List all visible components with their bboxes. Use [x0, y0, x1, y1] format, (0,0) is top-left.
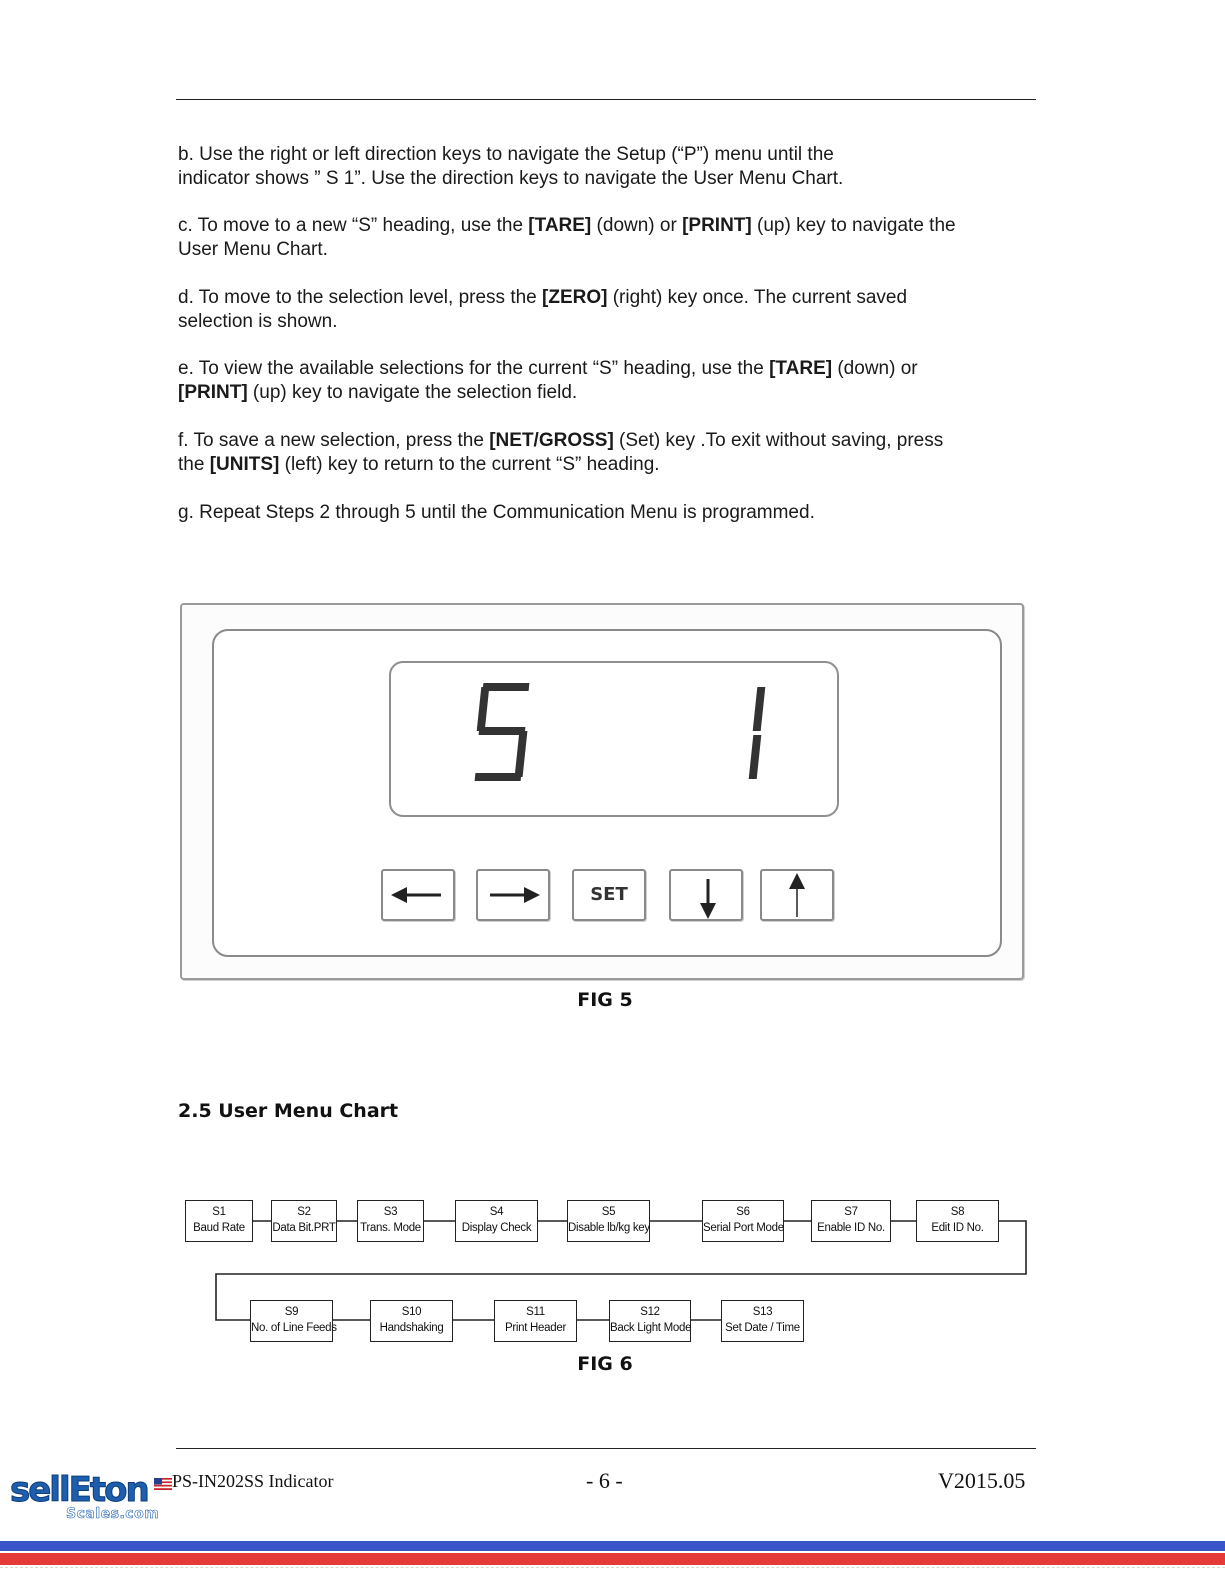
step-g-text: g. Repeat Steps 2 through 5 until the Communication Menu is programmed. — [178, 502, 815, 523]
step-d — [178, 286, 1038, 334]
menu-item-label: Set Date / Time — [725, 1322, 800, 1334]
step-e-text: e. To view the available selections for the current “S” heading, use the — [178, 358, 770, 379]
up-arrow-icon — [762, 871, 832, 919]
menu-item-s13 — [721, 1300, 804, 1342]
footer-rule — [176, 1448, 1036, 1449]
indicator-front-panel — [180, 603, 1024, 980]
logo-wordmark: sellEton — [10, 1470, 148, 1510]
step-g — [178, 501, 1038, 525]
menu-item-s8 — [916, 1200, 999, 1242]
step-f-text: f. To save a new selection, press the — [178, 430, 490, 451]
menu-item-s9 — [250, 1300, 337, 1342]
menu-item-code: S12 — [640, 1306, 660, 1318]
menu-item-code: S9 — [284, 1306, 299, 1318]
right-arrow-icon — [478, 871, 548, 919]
footer-document-name: PS-IN202SS Indicator — [172, 1471, 334, 1491]
menu-item-label: Edit ID No. — [931, 1222, 984, 1234]
footer-blue-stripe — [0, 1541, 1225, 1551]
menu-item-s1 — [185, 1200, 253, 1242]
menu-item-label: Baud Rate — [193, 1222, 245, 1234]
set-key-label: SET — [590, 884, 628, 905]
step-c-line2: User Menu Chart. — [178, 239, 328, 260]
menu-item-code: S3 — [383, 1206, 398, 1218]
menu-item-label: Trans. Mode — [360, 1222, 421, 1234]
down-key[interactable] — [669, 869, 743, 921]
step-e-line2: (up) key to navigate the selection field. — [247, 382, 578, 403]
menu-item-s10 — [370, 1300, 453, 1342]
left-arrow-icon — [383, 871, 453, 919]
step-f-line2-start: the — [178, 454, 210, 475]
menu-item-label: Enable ID No. — [817, 1222, 885, 1234]
menu-item-label: Serial Port Mode — [703, 1222, 784, 1234]
step-e — [178, 357, 1038, 405]
footer-version: V2015.05 — [938, 1468, 1026, 1493]
figure-5-caption: FIG 5 — [577, 989, 633, 1011]
menu-item-label: Display Check — [461, 1222, 532, 1234]
zero-key-ref: [ZERO] — [542, 287, 608, 308]
display-digit-1 — [741, 683, 771, 783]
menu-item-s3 — [357, 1200, 424, 1242]
menu-item-code: S13 — [752, 1306, 773, 1318]
menu-item-s2 — [271, 1200, 337, 1242]
menu-item-label: No. of Line Feeds — [251, 1322, 337, 1334]
logo-subtext: Scales.com — [66, 1506, 160, 1522]
step-c-text-end: (up) key to navigate the — [751, 215, 956, 236]
menu-item-s12 — [609, 1300, 691, 1342]
tare-key-ref: [TARE] — [528, 215, 592, 236]
menu-item-s4 — [455, 1200, 538, 1242]
step-b — [178, 143, 1038, 191]
set-key[interactable] — [572, 869, 646, 921]
footer-bottom-strip — [0, 1567, 1225, 1586]
section-heading: 2.5 User Menu Chart — [178, 1100, 399, 1122]
menu-item-s11 — [494, 1300, 577, 1342]
step-f-text-end: (Set) key .To exit without saving, press — [613, 430, 944, 451]
menu-item-code: S1 — [212, 1206, 226, 1218]
menu-item-label: Data Bit.PRT — [272, 1222, 336, 1234]
company-logo — [10, 1472, 160, 1530]
footer-page-number: - 6 - — [586, 1468, 623, 1493]
menu-item-code: S4 — [489, 1206, 504, 1218]
menu-item-s5 — [567, 1200, 650, 1242]
step-e-text-end: (down) or — [832, 358, 918, 379]
us-flag-icon — [154, 1478, 172, 1490]
net-gross-key-ref: [NET/GROSS] — [489, 430, 614, 451]
tare-key-ref: [TARE] — [769, 358, 833, 379]
step-d-text-end: (right) key once. The current saved — [607, 287, 908, 308]
figure-6-caption: FIG 6 — [577, 1353, 633, 1375]
menu-item-code: S6 — [736, 1206, 750, 1218]
menu-item-label: Disable lb/kg key — [568, 1222, 650, 1234]
print-key-ref: [PRINT] — [682, 215, 752, 236]
step-b-line1: b. Use the right or left direction keys to navigate the Setup (“P”) menu until the — [178, 144, 834, 165]
menu-item-s6 — [702, 1200, 784, 1242]
display-digit-s — [473, 683, 533, 783]
menu-item-code: S7 — [844, 1206, 858, 1218]
menu-item-code: S11 — [526, 1306, 545, 1318]
step-c-text: c. To move to a new “S” heading, use the — [178, 215, 529, 236]
step-f-line2-end: (left) key to return to the current “S” heading. — [279, 454, 660, 475]
menu-item-label: Print Header — [505, 1322, 566, 1334]
up-key[interactable] — [760, 869, 834, 921]
footer-red-stripe — [0, 1553, 1225, 1565]
lcd-display — [389, 661, 839, 817]
left-key[interactable] — [381, 869, 455, 921]
indicator-bezel — [212, 629, 1002, 957]
step-d-line2: selection is shown. — [178, 311, 338, 332]
step-f — [178, 429, 1038, 477]
menu-item-label: Back Light Mode — [610, 1322, 692, 1334]
menu-item-s7 — [811, 1200, 891, 1242]
menu-item-code: S8 — [950, 1206, 965, 1218]
print-key-ref: [PRINT] — [178, 382, 248, 403]
step-b-line2: indicator shows ” S 1”. Use the direction keys to navigate the User Menu Chart. — [178, 168, 844, 189]
menu-item-code: S10 — [401, 1306, 422, 1318]
step-c — [178, 214, 1038, 262]
header-rule — [176, 99, 1036, 100]
units-key-ref: [UNITS] — [209, 454, 280, 475]
right-key[interactable] — [476, 869, 550, 921]
step-c-text-mid: (down) or — [591, 215, 683, 236]
down-arrow-icon — [671, 871, 741, 919]
menu-item-label: Handshaking — [379, 1322, 444, 1334]
step-d-text: d. To move to the selection level, press the — [178, 287, 543, 308]
menu-item-code: S5 — [601, 1206, 616, 1218]
menu-item-code: S2 — [297, 1206, 311, 1218]
